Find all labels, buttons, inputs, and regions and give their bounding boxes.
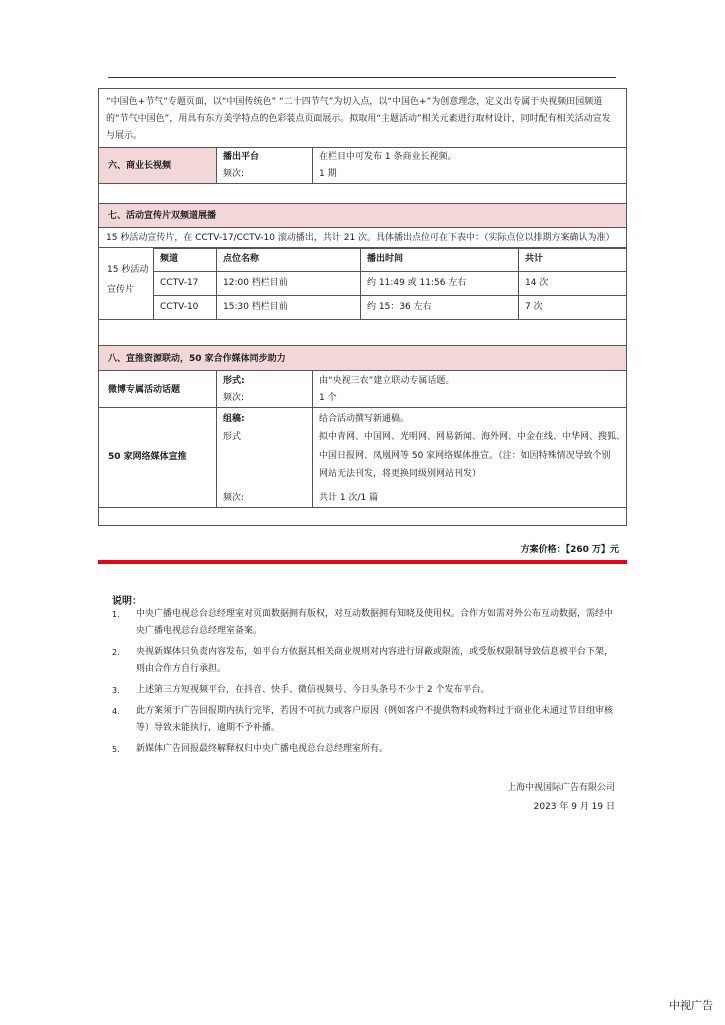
media-row: [99, 407, 626, 507]
note-item: [112, 703, 632, 737]
section7-table-row: [99, 247, 626, 319]
weibo-freq-label: 频次:: [223, 393, 245, 403]
table-cell: CCTV-17: [160, 278, 199, 288]
section6-title: 六、商业长视频: [108, 161, 172, 171]
note-line: 央广播电视总台总经理室备案。: [136, 626, 263, 636]
price-red-rule: [98, 560, 627, 564]
intro-text: “中国色+节气”专题页面，以“中国传统色” “二十四节气”为切入点，以“中国色+”为创意理念，定义出专属于央视频田园频道的“节气中国色”，用具有东方美学特点的色彩装点页面展示。拟取用“主题活动”相关元素进行取材设计，同时配有相关活动宣发与展示。: [106, 97, 611, 141]
section7-row-label-1: 15 秒活动: [107, 265, 149, 275]
table-cell: 15:30 档栏目前: [223, 302, 288, 312]
table-cell: 7 次: [525, 302, 543, 312]
note-line: 央视新媒体只负责内容发布，如平台方依据其相关商业规则对内容进行屏蔽或限流，或受版权限制导致信息被平台下架，: [136, 647, 614, 657]
section6-platform-label: 播出平台: [223, 152, 260, 162]
section6-row: [99, 147, 626, 183]
plan-table: [98, 88, 627, 526]
company-name: 上海中视国际广告有限公司: [506, 783, 615, 793]
weibo-form-value: 由“央视三农”建立联动专属话题。: [319, 376, 455, 386]
note-item: [112, 682, 632, 699]
col-header-slot: 点位名称: [223, 254, 260, 264]
weibo-freq-value: 1 个: [319, 393, 337, 403]
top-rule: [108, 77, 616, 78]
note-line: 上述第三方短视频平台，在抖音、快手、微信视频号、今日头条号不少于 2 个发布平台。: [136, 685, 490, 695]
note-number: 2.: [112, 648, 120, 657]
table-cell: 约 11:49 或 11:56 左右: [367, 278, 467, 288]
price-text: 方案价格：【260 万】元: [520, 545, 619, 555]
media-freq-value: 共计 1 次/1 篇: [319, 493, 379, 503]
col-header-time: 播出时间: [367, 254, 404, 264]
media-label: 50 家网络媒体宣推: [108, 452, 187, 462]
note-line: 新媒体广告回报最终解释权归中央广播电视总台总经理室所有。: [136, 744, 389, 754]
media-form-label2: 形式: [223, 432, 242, 442]
note-number: 3.: [112, 686, 120, 695]
media-line: 结合活动撰写新通稿。: [319, 414, 410, 424]
table-cell: 约 15：36 左右: [367, 302, 432, 312]
spacer-row: [99, 319, 626, 345]
document-date: 2023 年 9 月 19 日: [533, 802, 615, 812]
weibo-form-label: 形式:: [223, 376, 245, 386]
note-line: 等）导致未能执行，逾期不予补播。: [136, 723, 281, 733]
media-form-label: 组稿:: [223, 414, 245, 424]
notes-title: 说明：: [112, 596, 142, 607]
col-header-total: 共计: [525, 254, 544, 264]
media-line: 中国日报网、凤凰网等 50 家网络媒体推宣。（注：如因特殊情况导致个别: [319, 451, 611, 461]
note-item: [112, 741, 632, 758]
spacer-row: [99, 183, 626, 203]
note-item: [112, 606, 632, 640]
section6-freq-label: 频次:: [223, 169, 245, 179]
note-line: 此方案须于广告回报期内执行完毕，若因不可抗力或客户原因（例如客户不提供物料或物料过于商业化未通过节目组审核: [136, 706, 614, 716]
col-header-channel: 频道: [160, 254, 179, 264]
brand-label: 中视广告: [669, 999, 713, 1012]
media-freq-label: 频次:: [223, 493, 245, 503]
section6-platform-value: 在栏目中可发布 1 条商业长视频。: [319, 152, 457, 162]
section7-desc-row: [99, 227, 626, 247]
note-line: 中央广播电视总台总经理室对页面数据拥有版权，对互动数据拥有知晓及使用权。合作方如需对外公布互动数据，需经中: [136, 609, 614, 619]
section8-title: 八、宣推资源联动，50 家合作媒体同步助力: [108, 354, 286, 364]
note-item: [112, 644, 632, 678]
section7-title: 七、活动宣传片双频道展播: [108, 211, 217, 221]
note-line: 则由合作方自行承担。: [136, 664, 227, 674]
table-cell: 14 次: [525, 278, 549, 288]
note-number: 1.: [112, 610, 120, 619]
section6-freq-value: 1 期: [319, 169, 337, 179]
note-number: 5.: [112, 745, 120, 754]
note-number: 4.: [112, 707, 120, 716]
intro-row: [99, 89, 626, 147]
media-line: 拟中青网、中国网、光明网、网易新闻、海外网、中金在线、中华网、搜狐、: [319, 432, 626, 442]
media-line: 网站无法刊发，将更换同级别网站刊发）: [319, 469, 482, 479]
section7-desc: 15 秒活动宣传片，在 CCTV-17/CCTV-10 滚动播出，共计 21 次。具体播出点位可在下表中：（实际点位以排期方案确认为准）: [106, 233, 615, 243]
weibo-label: 微博专属活动话题: [108, 385, 181, 395]
section7-row-label-2: 宣传片: [107, 285, 135, 295]
section7-row: [99, 203, 626, 227]
weibo-row: [99, 370, 626, 407]
spacer-row: [99, 507, 626, 525]
table-cell: CCTV-10: [160, 302, 199, 312]
section8-row: [99, 345, 626, 370]
table-cell: 12:00 档栏目前: [223, 278, 288, 288]
